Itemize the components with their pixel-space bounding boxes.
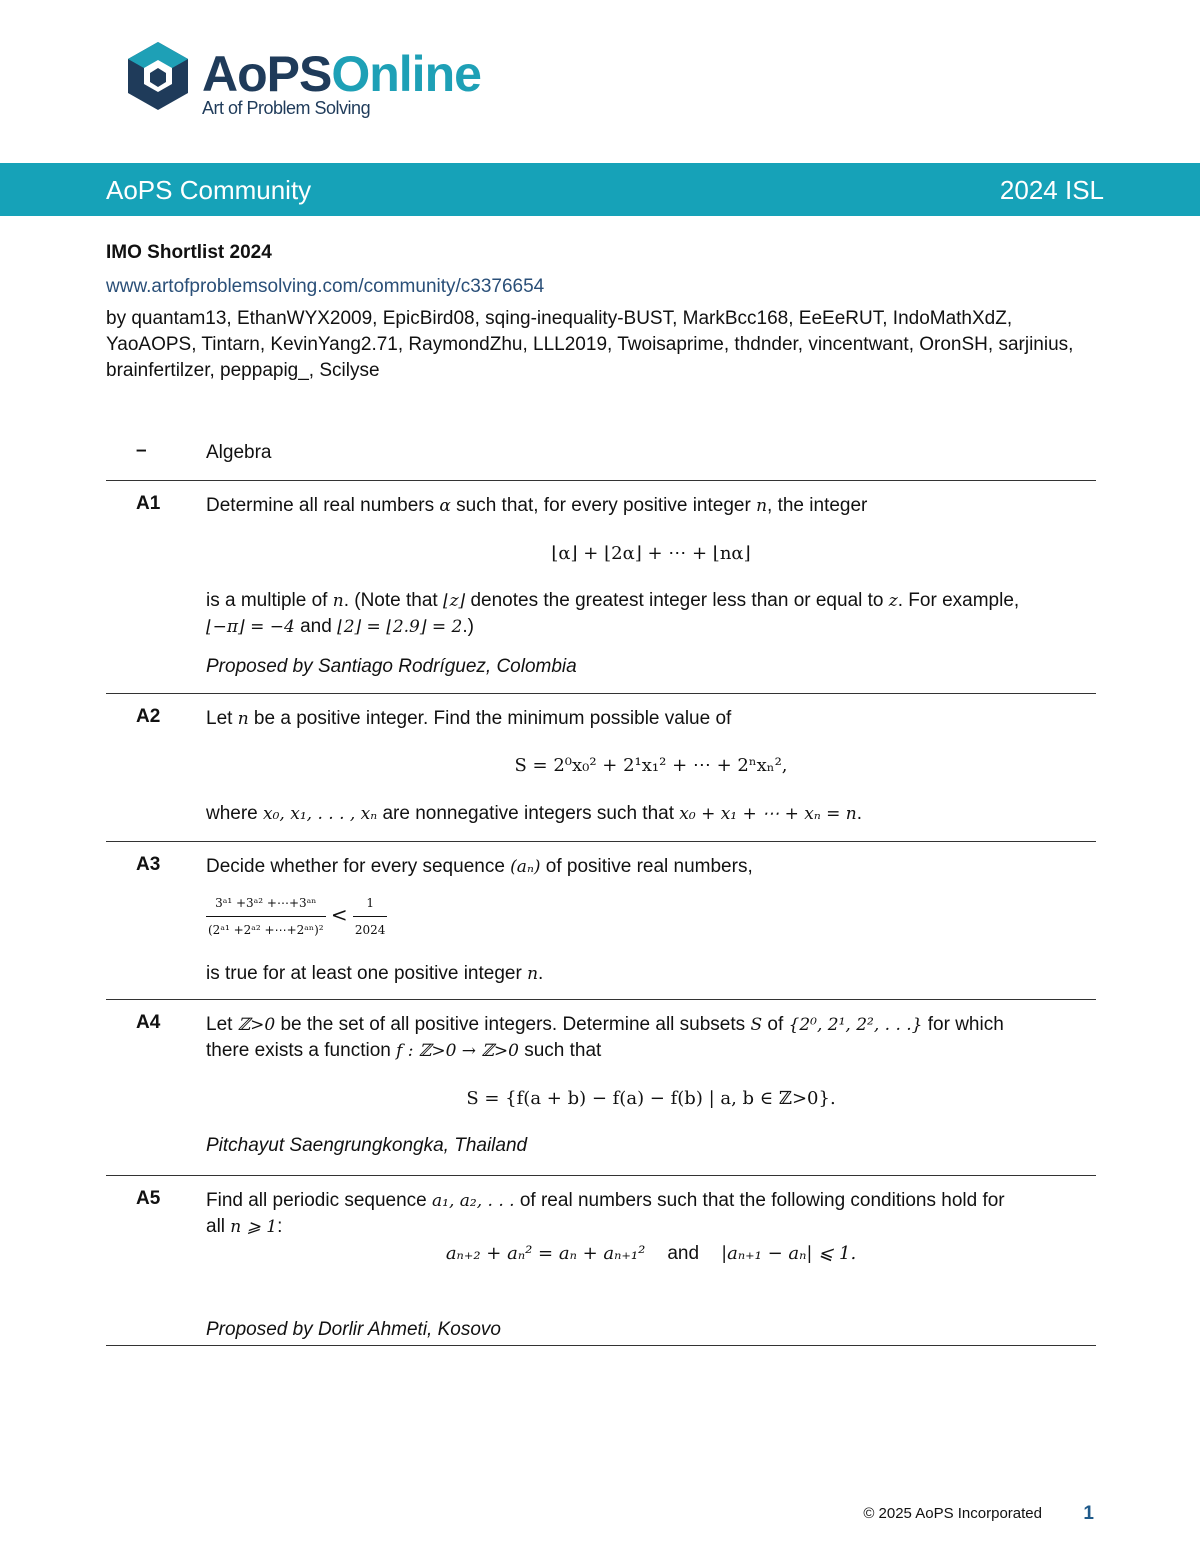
- problem-text: is true for at least one positive integer n.: [206, 963, 544, 984]
- problem-text: ⌊−π⌋ = −4 and ⌊2⌋ = ⌊2.9⌋ = 2.): [206, 616, 474, 637]
- problem-text: Let n be a positive integer. Find the minimum possible value of: [206, 708, 732, 729]
- problem-a4: [106, 1000, 1096, 1176]
- display-equation: S = {f(a + b) − f(a) − f(b) | a, b ∈ ℤ>0}.: [466, 1088, 836, 1109]
- community-link[interactable]: www.artofproblemsolving.com/community/c3376654: [106, 276, 545, 297]
- page-number: 1: [1083, 1503, 1094, 1524]
- logo-subtitle: Art of Problem Solving: [202, 98, 371, 118]
- authors-list: by quantam13, EthanWYX2009, EpicBird08, sqing-inequality-BUST, MarkBcc168, EeEeRUT, IndoMathXdZ, YaoAOPS, Tintarn, KevinYang2.71, RaymondZhu, LLL2019, Twoisaprime, thdnder, vincentwant, OronSH, sarjinius, brainfertilzer, peppapig_, Scilyse: [106, 308, 1074, 381]
- fraction-left: $\frac{\text{3ᵃ¹ +3ᵃ² +⋯+3ᵃⁿ}}{\text{(2ᵃ¹ +2ᵃ² +⋯+2ᵃⁿ)²}}$: [206, 890, 326, 943]
- proposer: Proposed by Santiago Rodríguez, Colombia: [206, 656, 577, 677]
- copyright-footer: © 2025 AoPS Incorporated: [863, 1505, 1042, 1522]
- section-algebra: [106, 440, 1096, 481]
- section-title: Algebra: [206, 442, 272, 463]
- community-banner: [0, 163, 1200, 216]
- fraction-right: $\frac{1}{2024}$: [353, 890, 388, 943]
- problem-label: A1: [136, 493, 161, 514]
- display-equation: aₙ₊₂ + aₙ² = aₙ + aₙ₊₁² and |aₙ₊₁ − aₙ| ⩽ 1.: [445, 1243, 857, 1264]
- problem-text: Let ℤ>0 be the set of all positive integers. Determine all subsets S of {2⁰, 2¹, 2², . . .} for which: [206, 1014, 1004, 1035]
- section-label: –: [136, 440, 147, 461]
- problem-label: A4: [136, 1012, 161, 1033]
- problem-text: Find all periodic sequence a₁, a₂, . . . of real numbers such that the following conditions hold for: [206, 1190, 1005, 1211]
- aops-cube-icon: [126, 40, 190, 112]
- banner-community-title: AoPS Community: [106, 175, 312, 205]
- proposer: Pitchayut Saengrungkongka, Thailand: [206, 1135, 528, 1156]
- problem-label: A5: [136, 1188, 161, 1209]
- problem-a1: [106, 481, 1096, 694]
- problem-text: Decide whether for every sequence (aₙ) of positive real numbers,: [206, 856, 753, 877]
- problem-text: all n ⩾ 1:: [206, 1216, 283, 1237]
- problem-text: is a multiple of n. (Note that ⌊z⌋ denotes the greatest integer less than or equal to z. For example,: [206, 590, 1020, 611]
- logo-wordmark: AoPSOnline: [202, 46, 481, 102]
- display-equation: S = 2⁰x₀² + 2¹x₁² + ⋯ + 2ⁿxₙ²,: [514, 755, 788, 776]
- page-title: IMO Shortlist 2024: [106, 242, 272, 263]
- problem-label: A2: [136, 706, 161, 727]
- problem-a3: [106, 842, 1096, 1000]
- banner-contest-title: 2024 ISL: [999, 175, 1104, 205]
- proposer: Proposed by Dorlir Ahmeti, Kosovo: [206, 1319, 501, 1340]
- problem-a2: [106, 694, 1096, 842]
- problem-label: A3: [136, 854, 161, 875]
- problem-text: Determine all real numbers α such that, for every positive integer n, the integer: [206, 495, 868, 516]
- problem-text: where x₀, x₁, . . . , xₙ are nonnegative integers such that x₀ + x₁ + ⋯ + xₙ = n.: [206, 803, 862, 824]
- inline-inequality: $\frac{\text{3ᵃ¹ +3ᵃ² +⋯+3ᵃⁿ}}{\text{(2ᵃ¹ +2ᵃ² +⋯+2ᵃⁿ)²}}$ < $\frac{1}{2024}$: [206, 890, 387, 943]
- display-equation: ⌊α⌋ + ⌊2α⌋ + ⋯ + ⌊nα⌋: [551, 543, 751, 564]
- problem-a5: [106, 1176, 1096, 1346]
- problem-text: there exists a function f : ℤ>0 → ℤ>0 such that: [206, 1040, 602, 1061]
